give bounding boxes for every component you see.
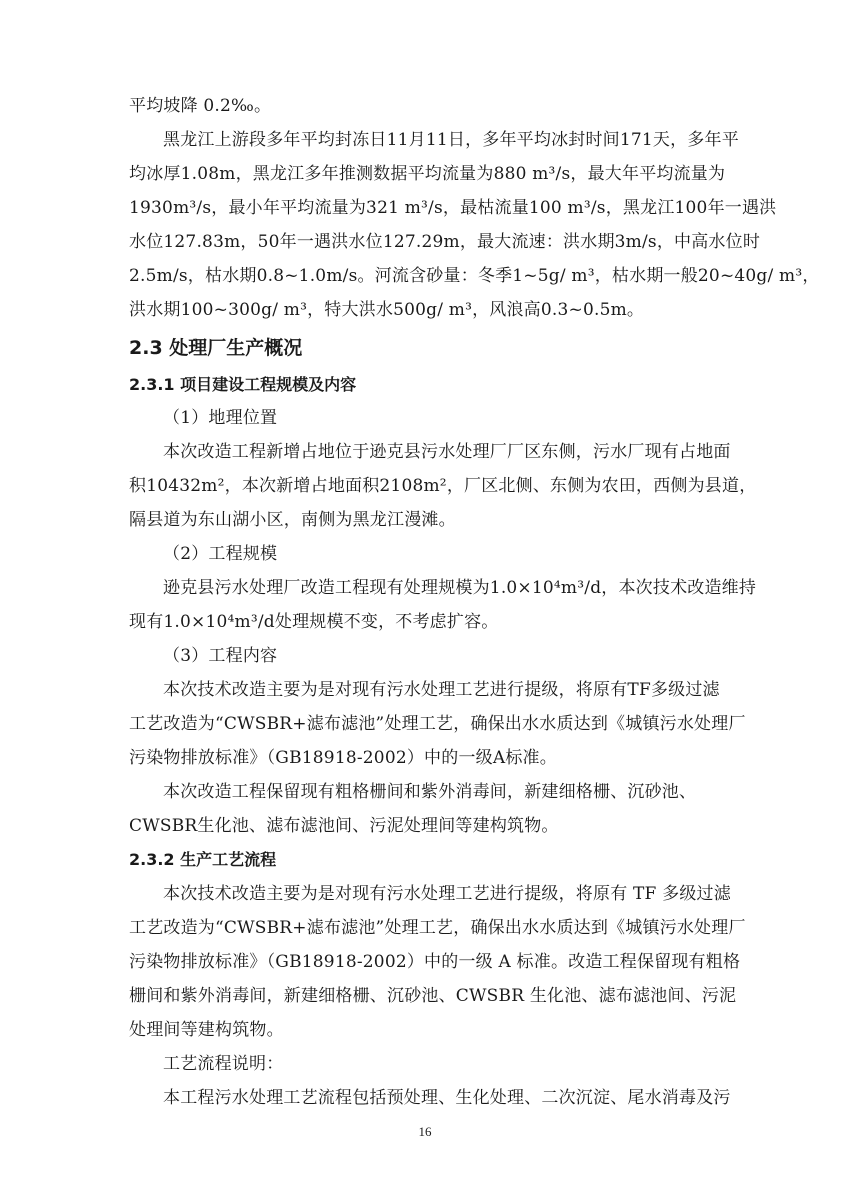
item-title: （3）工程内容 [163, 646, 278, 666]
paragraph-line: 洪水期100~300g/ m³，特大洪水500g/ m³，风浪高0.3~0.5m。 [129, 300, 645, 320]
paragraph-line: 2.5m/s，枯水期0.8~1.0m/s。河流含砂量：冬季1~5g/ m³，枯水期一般20~40g/ m³， [129, 266, 820, 286]
paragraph-line: 现有1.0×10⁴m³/d处理规模不变，不考虑扩容。 [129, 612, 499, 632]
paragraph-line: 栅间和紫外消毒间，新建细格栅、沉砂池、CWSBR 生化池、滤布滤池间、污泥 [129, 986, 737, 1006]
paragraph-line: 隔县道为东山湖小区，南侧为黑龙江漫滩。 [129, 510, 456, 530]
paragraph-line: CWSBR生化池、滤布滤池间、污泥处理间等建构筑物。 [129, 816, 559, 836]
paragraph-line: 本次改造工程新增占地位于逊克县污水处理厂厂区东侧，污水厂现有占地面 [163, 442, 731, 462]
paragraph-line: 本次改造工程保留现有粗格栅间和紫外消毒间，新建细格栅、沉砂池、 [163, 782, 697, 802]
section-heading: 2.3 处理厂生产概况 [129, 337, 303, 359]
page-number: 16 [418, 1124, 432, 1139]
paragraph-line: 污染物排放标准》（GB18918-2002）中的一级A标准。 [129, 748, 557, 768]
paragraph-line: 水位127.83m，50年一遇洪水位127.29m，最大流速：洪水期3m/s，中高水位时 [129, 232, 761, 252]
subsection-heading: 2.3.2 生产工艺流程 [129, 850, 277, 869]
paragraph-line: 平均坡降 0.2‰。 [129, 96, 272, 116]
flow-title: 工艺流程说明： [163, 1054, 284, 1074]
paragraph-line: 1930m³/s，最小年平均流量为321 m³/s，最枯流量100 m³/s，黑龙江100年一遇洪 [129, 198, 777, 218]
paragraph-line: 逊克县污水处理厂改造工程现有处理规模为1.0×10⁴m³/d，本次技术改造维持 [163, 578, 757, 598]
item-title: （1）地理位置 [163, 408, 278, 428]
paragraph-line: 本工程污水处理工艺流程包括预处理、生化处理、二次沉淀、尾水消毒及污 [163, 1088, 731, 1108]
subsection-heading: 2.3.1 项目建设工程规模及内容 [129, 375, 357, 394]
paragraph-line: 积10432m²，本次新增占地面积2108m²，厂区北侧、东侧为农田，西侧为县道， [129, 476, 757, 496]
paragraph-line: 均冰厚1.08m，黑龙江多年推测数据平均流量为880 m³/s，最大年平均流量为 [129, 164, 726, 184]
paragraph-line: 工艺改造为“CWSBR+滤布滤池”处理工艺，确保出水水质达到《城镇污水处理厂 [129, 918, 746, 938]
item-title: （2）工程规模 [163, 544, 278, 564]
paragraph-line: 黑龙江上游段多年平均封冻日11月11日，多年平均冰封时间171天，多年平 [163, 130, 739, 150]
paragraph-line: 本次技术改造主要为是对现有污水处理工艺进行提级，将原有TF多级过滤 [163, 680, 720, 700]
paragraph-line: 工艺改造为“CWSBR+滤布滤池”处理工艺，确保出水水质达到《城镇污水处理厂 [129, 714, 746, 734]
paragraph-line: 本次技术改造主要为是对现有污水处理工艺进行提级，将原有 TF 多级过滤 [163, 884, 731, 904]
paragraph-line: 处理间等建构筑物。 [129, 1020, 284, 1040]
paragraph-line: 污染物排放标准》（GB18918-2002）中的一级 A 标准。改造工程保留现有粗格 [129, 952, 741, 972]
